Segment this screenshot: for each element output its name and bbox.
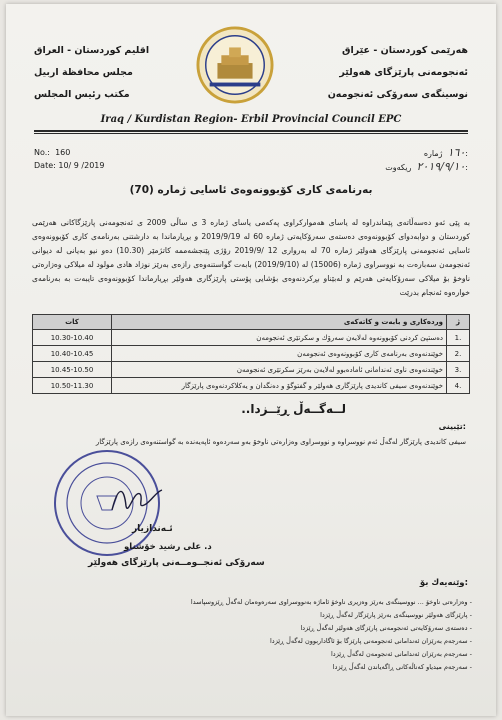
header-arabic-line-2: مجلس محافظة اربيل bbox=[34, 67, 133, 78]
row-item: خوێندنەوەی بەرنامەی كاری كۆبوونەوەی ئەنجومەن bbox=[112, 346, 447, 362]
row-num: 2. bbox=[447, 346, 470, 362]
ref-kurdish bbox=[385, 146, 468, 174]
list-item: - پارێزگای هەولێر نووسینگەی بەرێز پارێزگار لەگەڵ ڕێزدا bbox=[191, 609, 472, 622]
table-row bbox=[33, 346, 470, 362]
row-time: 10.50-11.30 bbox=[33, 378, 112, 394]
header-arabic-line-3: مكتب رئيس المجلس bbox=[34, 89, 130, 100]
ref-kurdish-date-label: ریكەوت: bbox=[385, 163, 468, 172]
agenda-header-row bbox=[33, 315, 470, 330]
copies-heading: وێنەیەك بۆ: bbox=[419, 578, 468, 588]
list-item: - سەرجەم میدیاو كەناڵەكانی ڕاگەیاندن لەگەڵ ڕێزدا bbox=[191, 661, 472, 674]
body-paragraph: بە پێی ئەو دەسەڵاتەی پێماندراوە لە یاسای هەمواركراوی پەكەمی یاسای ژمارە 3 ی ساڵی 2009 ی ئەنجومەنی پارێزگاكانی هەرێمی كوردستان و دوابەدوای كۆبوونەوەی دەستەی سەرۆكایەتی ژمارە 60 لە 2019/9/19 و بڕیارماندا بە دارشتنی بەرنامەی كاری كۆبوونەوەی ئاسایی ئەنجومەنی پارێزگای هەولێر ژمارە 70 لە بەرواری 12 /2019/9 رۆژی پێنجشەممە كاتژمێر (10.30) دەو نیو بەیانی لە دیوانی ئەنجومەن سەبارەت بە نووسراوی ژمارە (15006) لە (2019/9/10) بابەت گواستنەوەی رازەی بەرێز نوزاد هادی مولود لە میلاكی وەزارەتی ناوخۆ بۆ میلاكی سەرۆكایەتی هەرێم و لەبێناو بڕكردنەوەی بۆشایی پۆستی پارێزگاری هەولێر بڕیارماندا كۆبوونەوەی تایبەت بە بەرنامەی خوارەوە ئەنجام بدرێت bbox=[32, 218, 470, 297]
list-item: - دەستەی سەرۆكایەتی ئەنجومەنی پارێزگای هەولێر لەگەڵ ڕێزدا bbox=[191, 622, 472, 635]
row-time: 10.45-10.50 bbox=[33, 362, 112, 378]
ref-kurdish-no-value: ١٦٠ bbox=[447, 146, 466, 159]
table-row bbox=[33, 330, 470, 346]
row-num: 1. bbox=[447, 330, 470, 346]
list-item: - سەرجەم بەرێزان ئەندامانی ئەنجومەن لەگەڵ ڕێزدا bbox=[191, 648, 472, 661]
header-subtitle: Iraq / Kurdistan Region- Erbil Provincial Council EPC bbox=[100, 114, 402, 125]
document-title: بەرنامەی كاری كۆبوونەوەی ئاسایی ژمارە (70) bbox=[129, 184, 373, 196]
ref-no-label: No.: bbox=[34, 148, 50, 157]
list-item: - وەزارەتی ناوخۆ ... نووسینگەی بەرێز وەزیری ناوخۆ ئاماژە بەنووسراوی سەرەوەمان لەگەڵ ڕێزوسپاسدا bbox=[191, 596, 472, 609]
signatory-label: ئـه‌ندازیار bbox=[132, 524, 173, 534]
council-logo bbox=[196, 26, 274, 104]
row-time: 10.40-10.45 bbox=[33, 346, 112, 362]
row-num: 3. bbox=[447, 362, 470, 378]
ref-no-value: 160 bbox=[55, 148, 71, 157]
header-kurdish-line-3: نوسینگەی سەرۆكی ئەنجومەن bbox=[327, 89, 468, 100]
header-kurdish-line-1: هەرێمی كوردستان - عێراق bbox=[342, 45, 468, 56]
signatory-name: د. علی رشید خۆشناو bbox=[124, 542, 212, 552]
row-time: 10.30-10.40 bbox=[33, 330, 112, 346]
copies-list bbox=[191, 596, 472, 674]
header-kurdish bbox=[328, 40, 468, 106]
note-text: سیفی كاندیدی پارێزگار لەگەڵ ئەم نووسراوە و نووسراوی وەزارەتی ناوخۆ بەو سەردەوە ئاپەیەندە بە گواستنەوەی رازەی پارێزگار bbox=[95, 438, 466, 446]
col-item-header: وردەكاری و بابەت و كاتەكەی bbox=[112, 315, 447, 330]
signatory-title: سەرۆكی ئەنجــومــەنی پارێزگای هەولێر bbox=[88, 558, 265, 568]
closing-regards: لــەگــەڵ ڕێــزدا.. bbox=[241, 402, 346, 416]
ref-kurdish-date-value: ٢٠١٩/٩/١٠ bbox=[416, 160, 466, 173]
row-item: خوێندنەوەی ناوی ئەندامانی ئامادەبوو لەلایەن بەرێز سكرتێری ئەنجومەن bbox=[112, 362, 447, 378]
list-item: - سەرجەم بەرێزان ئەندامانی ئەنجومەنی پارێزگا بۆ ئاگاداربوون لەگەڵ ڕێزدا bbox=[191, 635, 472, 648]
col-time-header: كات bbox=[33, 315, 112, 330]
ref-date-label: Date: bbox=[34, 161, 56, 170]
table-row bbox=[33, 362, 470, 378]
ref-english bbox=[34, 146, 104, 172]
header-divider bbox=[34, 130, 468, 132]
letter-page bbox=[6, 4, 496, 716]
agenda-table bbox=[32, 314, 470, 394]
ref-date-value: 10/ 9 /2019 bbox=[58, 161, 105, 170]
table-row bbox=[33, 378, 470, 394]
handwritten-signature bbox=[106, 480, 166, 520]
row-item: دەستپێ كردنی كۆبوونەوە لەلایەن سەرۆك و سكرتێری ئەنجومەن bbox=[112, 330, 447, 346]
header-arabic bbox=[34, 40, 149, 106]
row-item: خوێندنەوەی سیفی كاندیدی پارێزگاری هەولێر و گفتوگۆ و دەنگدان و یەكلاكردنەوەی پارێزگار bbox=[112, 378, 447, 394]
header-arabic-line-1: اقليم كوردستان - العراق bbox=[34, 45, 150, 56]
col-num-header: ژ bbox=[447, 315, 470, 330]
header-divider-thin bbox=[34, 133, 468, 134]
header-kurdish-line-2: ئەنجومەنی پارێزگای هەولێر bbox=[339, 67, 468, 78]
note-heading: تێبینی: bbox=[438, 422, 466, 431]
ref-kurdish-no-label: ژمارە: bbox=[423, 149, 468, 158]
row-num: 4. bbox=[447, 378, 470, 394]
